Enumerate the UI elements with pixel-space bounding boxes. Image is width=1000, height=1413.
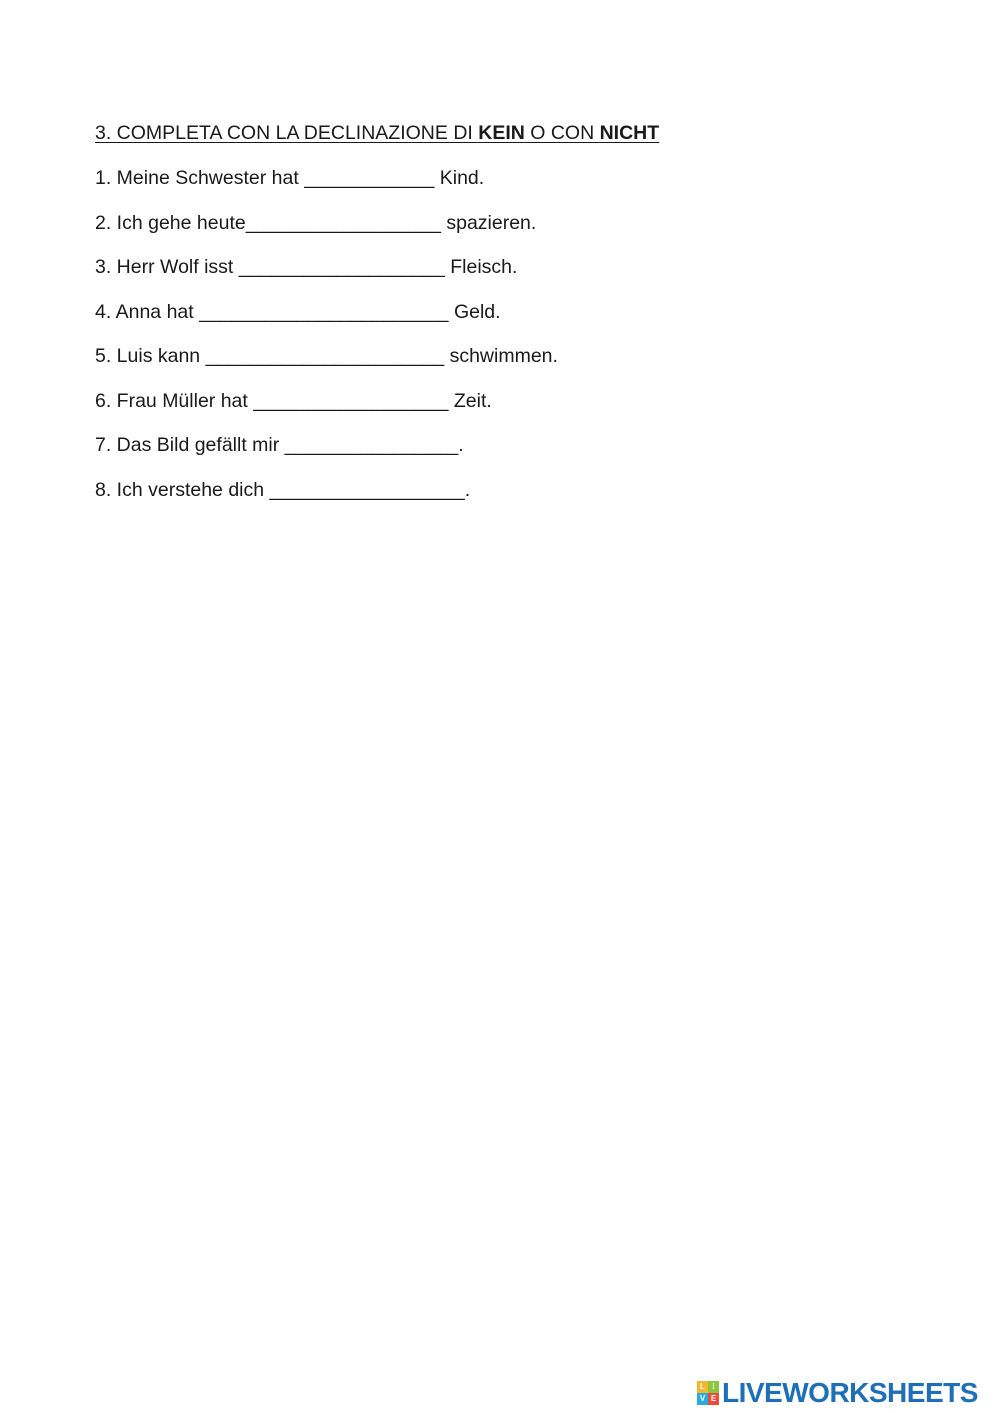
heading-keyword-nicht: NICHT — [599, 122, 660, 144]
item-text: 8. Ich verstehe dich — [95, 478, 270, 501]
logo-mark-e: E — [708, 1393, 719, 1405]
exercise-item-5 — [95, 344, 558, 368]
logo-mark-v: V — [697, 1393, 708, 1405]
liveworksheets-logo — [697, 1378, 978, 1408]
exercise-item-8 — [95, 478, 558, 502]
heading-keyword-kein: KEIN — [478, 122, 525, 144]
logo-mark-l: L — [697, 1381, 708, 1393]
item-text: 7. Das Bild gefällt mir — [95, 434, 285, 456]
exercise-item-6 — [95, 389, 558, 413]
item-text: Zeit. — [448, 389, 492, 412]
item-text: 2. Ich gehe heute — [95, 211, 246, 234]
answer-blank-6[interactable]: __________________ — [253, 389, 449, 412]
answer-blank-3[interactable]: ___________________ — [238, 256, 445, 278]
answer-blank-4[interactable]: _______________________ — [199, 300, 449, 323]
logo-wordmark: LIVEWORKSHEETS — [722, 1377, 978, 1408]
item-text: schwimmen. — [444, 345, 558, 367]
item-text: Kind. — [434, 167, 485, 189]
heading-prefix: 3. COMPLETA CON LA DECLINAZIONE DI — [95, 122, 479, 144]
exercise-item-1 — [95, 166, 558, 190]
liveworksheets-logo-icon — [697, 1381, 719, 1405]
heading-middle: O CON — [524, 122, 600, 144]
item-text: 1. Meine Schwester hat — [95, 167, 305, 189]
answer-blank-5[interactable]: ______________________ — [205, 345, 445, 367]
exercise-item-2 — [95, 211, 558, 235]
item-text: 4. Anna hat — [95, 300, 200, 323]
answer-blank-1[interactable]: ____________ — [304, 167, 435, 189]
exercise-heading — [95, 122, 659, 145]
exercise-item-7 — [95, 433, 558, 457]
item-text: . — [464, 478, 471, 501]
item-text: spazieren. — [440, 211, 537, 234]
answer-blank-7[interactable]: ________________ — [284, 434, 459, 456]
item-text: . — [458, 434, 464, 456]
exercise-list — [95, 166, 558, 522]
item-text: 3. Herr Wolf isst — [95, 256, 239, 278]
item-text: Fleisch. — [444, 256, 518, 278]
item-text: 6. Frau Müller hat — [95, 389, 254, 412]
exercise-item-4 — [95, 300, 558, 324]
answer-blank-2[interactable]: __________________ — [245, 211, 441, 234]
answer-blank-8[interactable]: __________________ — [269, 478, 465, 501]
item-text: 5. Luis kann — [95, 345, 206, 367]
exercise-item-3 — [95, 255, 558, 279]
item-text: Geld. — [448, 300, 501, 323]
logo-mark-i: i — [708, 1381, 719, 1393]
